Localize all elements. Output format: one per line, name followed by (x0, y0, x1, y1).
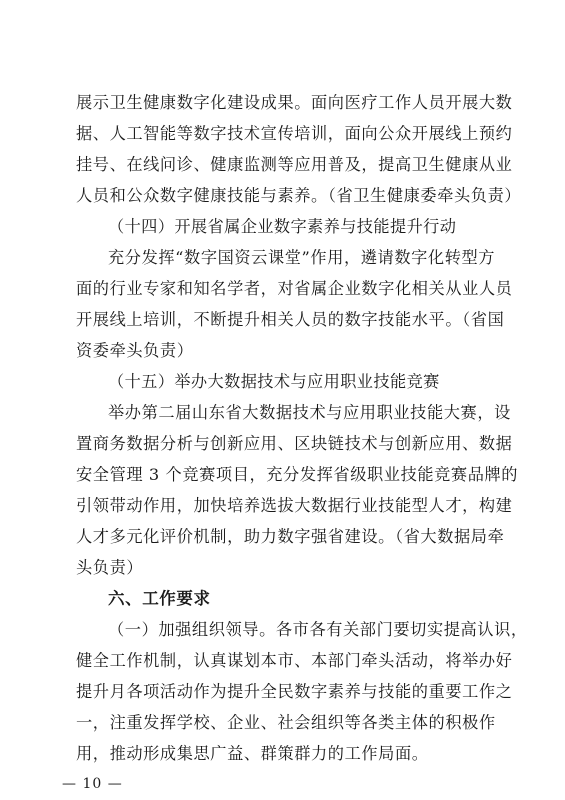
body-text-line: 人员和公众数字健康技能与素养。（省卫生健康委牵头负责） (76, 186, 522, 205)
body-text-line: 面的行业专家和知名学者，对省属企业数字化相关从业人员 (76, 279, 513, 298)
subsection-heading: （十五）举办大数据技术与应用职业技能竞赛 (108, 372, 440, 391)
subsection-heading: （十四）开展省属企业数字素养与技能提升行动 (108, 217, 457, 236)
body-text-line: 提升月各项活动作为提升全民数字素养与技能的重要工作之 (76, 682, 513, 701)
body-text-line: 置商务数据分析与创新应用、区块链技术与创新应用、数据 (76, 434, 513, 453)
body-text-line: 头负责） (76, 558, 144, 577)
body-text-line: 用，推动形成集思广益、群策群力的工作局面。 (76, 744, 429, 763)
body-text-line: 一，注重发挥学校、企业、社会组织等各类主体的积极作 (76, 713, 496, 732)
body-text-line: 健全工作机制，认真谋划本市、本部门牵头活动，将举办好 (76, 651, 513, 670)
body-text-line: 开展线上培训，不断提升相关人员的数字技能水平。（省国 (76, 310, 505, 329)
body-text-line: 挂号、在线问诊、健康监测等应用普及，提高卫生健康从业 (76, 155, 513, 174)
body-text-line: 充分发挥“数字国资云课堂”作用，遴请数字化转型方 (108, 248, 496, 267)
body-text-line: 展示卫生健康数字化建设成果。面向医疗工作人员开展大数 (76, 93, 513, 112)
body-text-line: 引领带动作用，加快培养选拔大数据行业技能型人才，构建 (76, 496, 513, 515)
body-text-line: 安全管理 3 个竞赛项目，充分发挥省级职业技能竞赛品牌的 (76, 465, 519, 484)
body-text-line: 举办第二届山东省大数据技术与应用职业技能大赛，设 (108, 403, 511, 422)
page-number: — 10 — (62, 776, 123, 792)
body-text-line: 人才多元化评价机制，助力数字强省建设。（省大数据局牵 (76, 527, 505, 546)
body-text-line: 据、人工智能等数字技术宣传培训，面向公众开展线上预约 (76, 124, 513, 143)
body-text-line: 资委牵头负责） (76, 341, 194, 360)
body-text-line: （一）加强组织领导。各市各有关部门要切实提高认识， (108, 620, 528, 639)
section-heading: 六、工作要求 (108, 589, 211, 608)
